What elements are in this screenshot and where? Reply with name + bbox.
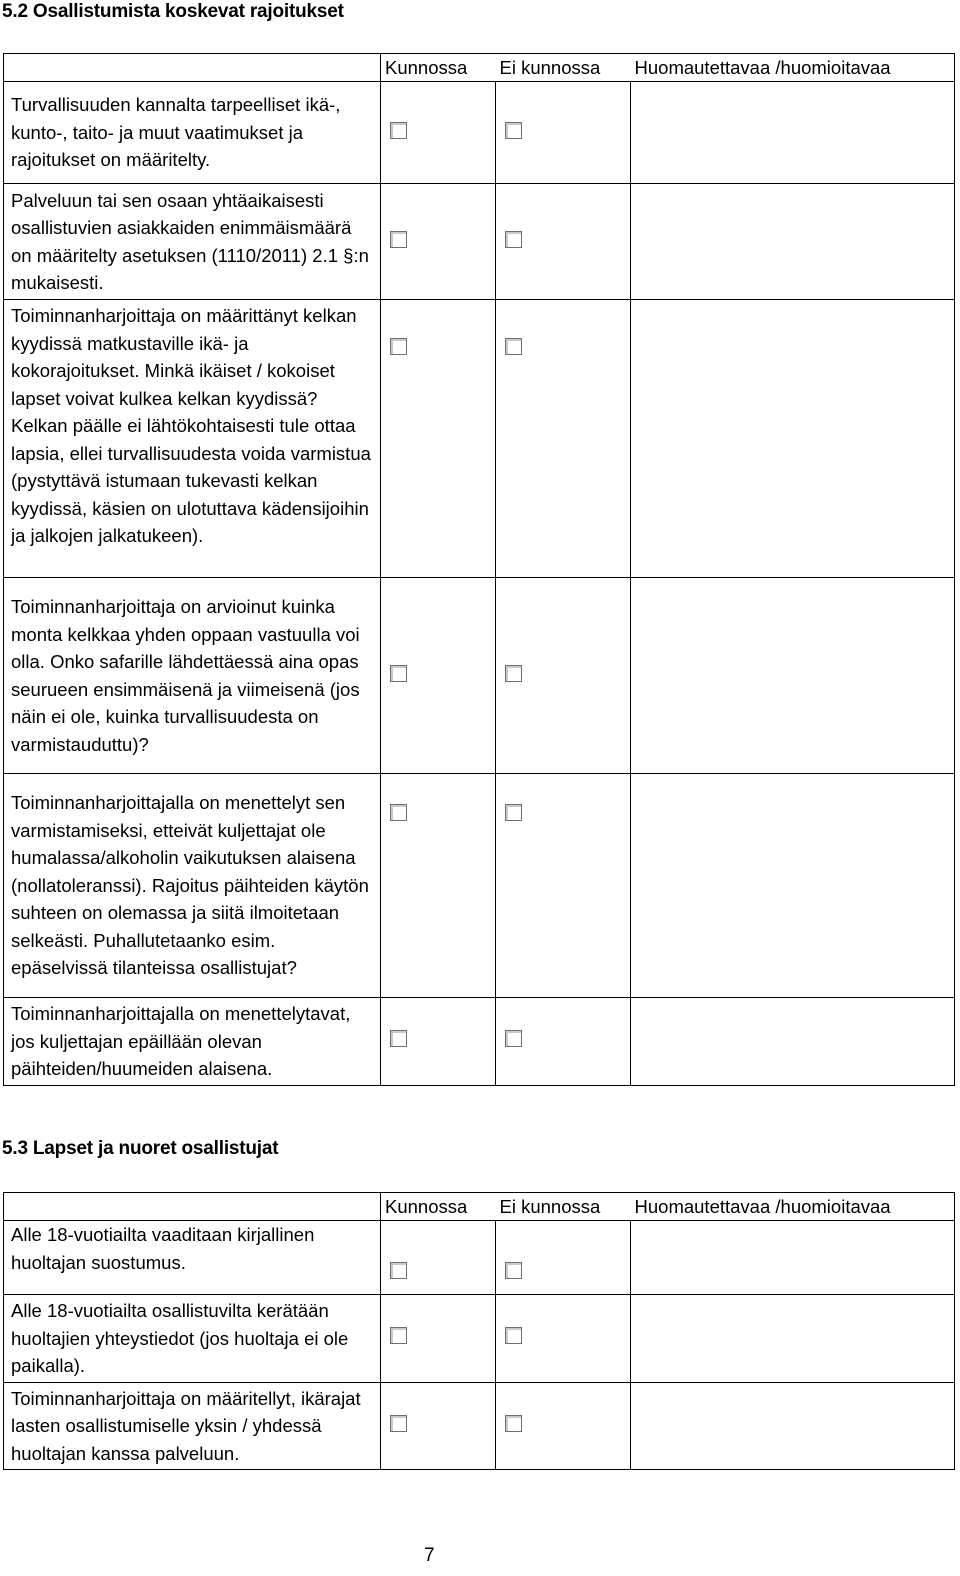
requirement-text: Alle 18-vuotiailta vaaditaan kirjallinen huoltajan suostumus.	[4, 1221, 381, 1295]
requirement-text: Toiminnanharjoittajalla on menettelyt sen varmistamiseksi, etteivät kuljettajat ole humalassa/alkoholin vaikutuksen alaisena (nollatoleranssi). Rajoitus päihteiden käytön suhteen on olemassa ja siitä ilmoitetaan selkeästi. Puhallutetaanko esim. epäselvissä tilanteissa osallistujat?	[4, 774, 381, 998]
table-row	[4, 300, 955, 578]
note-field[interactable]	[631, 184, 955, 300]
kunnossa-cell	[381, 578, 496, 774]
table-row	[4, 1295, 955, 1383]
kunnossa-checkbox[interactable]	[390, 1262, 407, 1279]
header-ei-kunnossa: Ei kunnossa	[496, 54, 631, 82]
table-row	[4, 578, 955, 774]
kunnossa-checkbox[interactable]	[390, 665, 407, 682]
requirement-text: Toiminnanharjoittaja on määrittänyt kelkan kyydissä matkustaville ikä- ja kokorajoitukset. Minkä ikäiset / kokoiset lapset voivat kulkea kelkan kyydissä? Kelkan päälle ei lähtökohtaisesti tule ottaa lapsia, ellei turvallisuudesta voida varmistua (pystyttävä istumaan tukevasti kelkan kyydissä, käsien on ulotuttava kädensijoihin ja jalkojen jalkatukeen).	[4, 300, 381, 578]
ei-kunnossa-checkbox[interactable]	[505, 1415, 522, 1432]
page-number: 7	[424, 1545, 435, 1566]
ei-kunnossa-checkbox[interactable]	[505, 804, 522, 821]
ei-kunnossa-checkbox[interactable]	[505, 1262, 522, 1279]
checklist-table-5-2	[3, 53, 955, 1086]
kunnossa-checkbox[interactable]	[390, 231, 407, 248]
ei-kunnossa-cell	[496, 998, 631, 1086]
header-ei-kunnossa: Ei kunnossa	[496, 1193, 631, 1221]
table-header-row	[4, 54, 955, 82]
requirement-text: Turvallisuuden kannalta tarpeelliset ikä-, kunto-, taito- ja muut vaatimukset ja rajoitukset on määritelty.	[4, 82, 381, 184]
ei-kunnossa-cell	[496, 1382, 631, 1470]
requirement-text: Toiminnanharjoittaja on määritellyt, ikärajat lasten osallistumiselle yksin / yhdessä huoltajan kanssa palveluun.	[4, 1382, 381, 1470]
note-field[interactable]	[631, 1221, 955, 1295]
requirement-text: Palveluun tai sen osaan yhtäaikaisesti osallistuvien asiakkaiden enimmäismäärä on määritelty asetuksen (1110/2011) 2.1 §:n mukaisesti.	[4, 184, 381, 300]
requirement-text: Toiminnanharjoittajalla on menettelytavat, jos kuljettajan epäillään olevan päihteiden/huumeiden alaisena.	[4, 998, 381, 1086]
table-row	[4, 1221, 955, 1295]
kunnossa-checkbox[interactable]	[390, 338, 407, 355]
kunnossa-checkbox[interactable]	[390, 122, 407, 139]
ei-kunnossa-cell	[496, 82, 631, 184]
kunnossa-cell	[381, 998, 496, 1086]
kunnossa-checkbox[interactable]	[390, 1327, 407, 1344]
kunnossa-cell	[381, 1382, 496, 1470]
kunnossa-checkbox[interactable]	[390, 1415, 407, 1432]
requirement-text: Alle 18-vuotiailta osallistuvilta kerätään huoltajien yhteystiedot (jos huoltaja ei ole paikalla).	[4, 1295, 381, 1383]
header-huomautettavaa: Huomautettavaa /huomioitavaa	[631, 54, 955, 82]
note-field[interactable]	[631, 998, 955, 1086]
table-row	[4, 82, 955, 184]
section-title-5-3: 5.3 Lapset ja nuoret osallistujat	[2, 1138, 279, 1159]
ei-kunnossa-checkbox[interactable]	[505, 1030, 522, 1047]
kunnossa-cell	[381, 1221, 496, 1295]
ei-kunnossa-cell	[496, 1295, 631, 1383]
requirement-text: Toiminnanharjoittaja on arvioinut kuinka monta kelkkaa yhden oppaan vastuulla voi olla. Onko safarille lähdettäessä aina opas seurueen ensimmäisenä ja viimeisenä (jos näin ei ole, kuinka turvallisuudesta on varmistauduttu)?	[4, 578, 381, 774]
ei-kunnossa-cell	[496, 578, 631, 774]
ei-kunnossa-cell	[496, 1221, 631, 1295]
ei-kunnossa-checkbox[interactable]	[505, 122, 522, 139]
checklist-table-5-3	[3, 1192, 955, 1470]
header-blank	[4, 54, 381, 82]
ei-kunnossa-checkbox[interactable]	[505, 1327, 522, 1344]
note-field[interactable]	[631, 578, 955, 774]
ei-kunnossa-checkbox[interactable]	[505, 231, 522, 248]
note-field[interactable]	[631, 82, 955, 184]
kunnossa-checkbox[interactable]	[390, 804, 407, 821]
ei-kunnossa-cell	[496, 774, 631, 998]
ei-kunnossa-cell	[496, 300, 631, 578]
note-field[interactable]	[631, 1382, 955, 1470]
header-blank	[4, 1193, 381, 1221]
kunnossa-checkbox[interactable]	[390, 1030, 407, 1047]
note-field[interactable]	[631, 1295, 955, 1383]
header-huomautettavaa: Huomautettavaa /huomioitavaa	[631, 1193, 955, 1221]
ei-kunnossa-checkbox[interactable]	[505, 338, 522, 355]
table-row	[4, 1382, 955, 1470]
section-title-5-2: 5.2 Osallistumista koskevat rajoitukset	[2, 1, 344, 22]
header-kunnossa: Kunnossa	[381, 54, 496, 82]
kunnossa-cell	[381, 774, 496, 998]
note-field[interactable]	[631, 300, 955, 578]
table-row	[4, 774, 955, 998]
table-row	[4, 184, 955, 300]
table-header-row	[4, 1193, 955, 1221]
ei-kunnossa-cell	[496, 184, 631, 300]
kunnossa-cell	[381, 82, 496, 184]
kunnossa-cell	[381, 1295, 496, 1383]
table-row	[4, 998, 955, 1086]
kunnossa-cell	[381, 300, 496, 578]
note-field[interactable]	[631, 774, 955, 998]
ei-kunnossa-checkbox[interactable]	[505, 665, 522, 682]
header-kunnossa: Kunnossa	[381, 1193, 496, 1221]
kunnossa-cell	[381, 184, 496, 300]
